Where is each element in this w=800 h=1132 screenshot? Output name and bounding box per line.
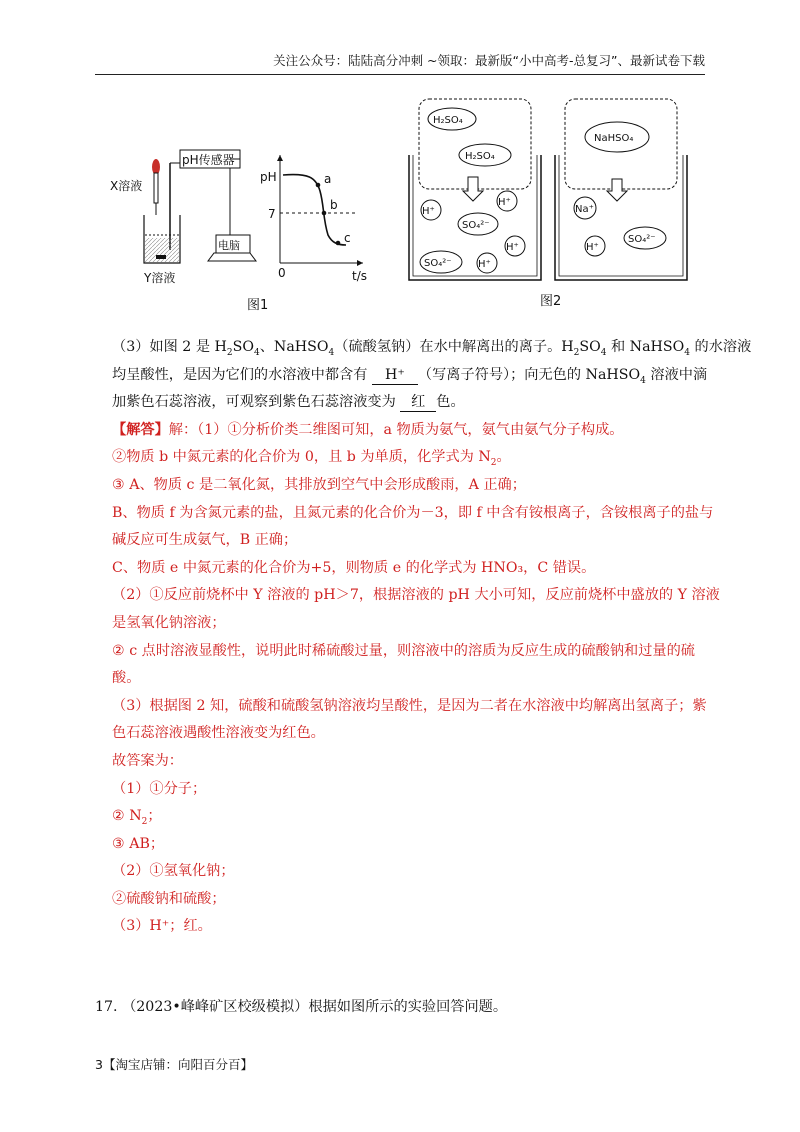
figure-1 <box>108 135 388 295</box>
question-17: 17. （2023•峰峰矿区校级模拟）根据如图所示的实验回答问题。 <box>95 999 508 1015</box>
solution-line-9: ② c 点时溶液显酸性，说明此时稀硫酸过量，则溶液中的溶质为反应生成的硫酸钠和过量的硫 <box>112 642 695 659</box>
point-b-label: b <box>330 198 338 212</box>
tick-7: 7 <box>268 207 276 221</box>
point-a <box>316 183 321 188</box>
solution-line-11: （3）根据图 2 知，硫酸和硫酸氢钠溶液均呈酸性，是因为二者在水溶液中均解离出氢离子；紫 <box>112 697 707 714</box>
solution-line-10: 酸。 <box>112 670 141 687</box>
ph-sensor-label: pH传感器 <box>182 153 235 167</box>
solution-line-2: ②物质 b 中氮元素的化合价为 0，且 b 为单质，化学式为 $N_2$。 <box>112 449 511 469</box>
y-solution-label: Y溶液 <box>144 271 176 285</box>
point-a-label: a <box>324 172 332 186</box>
page-footer: 3【淘宝店铺：向阳百分百】 <box>95 1057 253 1072</box>
answer-2-1: （2）①氢氧化钠； <box>112 863 235 880</box>
ph-curve-chart <box>260 155 367 283</box>
ion-left-1: H⁺ <box>422 206 435 217</box>
dropper-icon <box>152 159 160 215</box>
y-axis-label: pH <box>260 170 277 184</box>
figure-2 <box>405 95 690 290</box>
mol-h2so4-1: H₂SO₄ <box>433 115 463 126</box>
answer-1-3: ③ AB； <box>112 835 165 852</box>
page-header <box>95 54 705 75</box>
solution-tag: 【解答】 <box>112 421 169 438</box>
point-c <box>336 241 341 246</box>
answer-blank-color: 红 <box>400 393 436 412</box>
point-b <box>322 211 327 216</box>
solution-line-7: （2）①反应前烧杯中 Y 溶液的 pH＞7，根据溶液的 pH 大小可知，反应前烧杯中盛放的 Y 溶液 <box>112 587 720 604</box>
question-line-3: 加紫色石蕊溶液，可观察到紫色石蕊溶液变为 红 色。 <box>112 394 465 411</box>
answer-3: （3）H⁺；红。 <box>112 918 212 935</box>
figure-2-caption: 图2 <box>540 294 562 309</box>
solution-line-5: 碱反应可生成氨气，B 正确； <box>112 532 298 549</box>
beaker-icon <box>144 215 180 263</box>
ion-left-4: H⁺ <box>506 242 519 253</box>
ion-left-3: SO₄²⁻ <box>462 220 490 231</box>
x-axis-label: t/s <box>352 269 367 283</box>
answer-body <box>112 334 752 941</box>
mol-h2so4-2: H₂SO₄ <box>465 151 495 162</box>
answer-1-1: （1）①分子； <box>112 780 207 797</box>
answer-2-2: ②硫酸钠和硫酸； <box>112 890 226 907</box>
question-line-1: （3）如图 2 是 $H_2SO_4$、NaHSO$_4$（硫酸氢钠）在水中解离出的离子。$H_2SO_4$ 和 NaHSO$_4$ 的水溶液 <box>112 339 752 358</box>
mol-nahso4: NaHSO₄ <box>594 133 634 144</box>
header-text: 关注公众号：陆陆高分冲刺 ~领取：最新版“小中高考-总复习”、最新试卷下载 <box>273 53 705 68</box>
ion-left-2: H⁺ <box>498 197 511 208</box>
solution-line-3: ③ A、物质 c 是二氧化氮，其排放到空气中会形成酸雨，A 正确； <box>112 476 526 493</box>
solution-line-4: B、物质 f 为含氮元素的盐，且氮元素的化合价为－3，即 f 中含有铵根离子，含铵根离子的盐与 <box>112 504 714 521</box>
figure-1-caption: 图1 <box>247 298 269 313</box>
ion-left-6: H⁺ <box>478 259 491 270</box>
solution-line-1: 【解答】解：（1）①分析价类二维图可知，a 物质为氨气，氨气由氨气分子构成。 <box>112 421 624 438</box>
ion-right-3: H⁺ <box>586 242 599 253</box>
answer-1-2: ② $N_2$； <box>112 808 162 827</box>
ion-right-1: Na⁺ <box>575 204 594 215</box>
ion-left-5: SO₄²⁻ <box>424 258 452 269</box>
answer-blank-ion: H⁺ <box>372 366 418 385</box>
answers-heading: 故答案为： <box>112 752 183 769</box>
solution-line-12: 色石蕊溶液遇酸性溶液变为红色。 <box>112 725 325 742</box>
ion-right-2: SO₄²⁻ <box>628 234 656 245</box>
point-c-label: c <box>344 231 351 245</box>
solution-line-6: C、物质 e 中氮元素的化合价为+5，则物质 e 的化学式为 HNO₃，C 错误。 <box>112 559 596 576</box>
origin-label: 0 <box>278 266 286 280</box>
x-solution-label: X溶液 <box>110 179 143 193</box>
question-line-2: 均呈酸性，是因为它们的水溶液中都含有 H⁺ （写离子符号）；向无色的 NaHSO$_4$ 溶液中滴 <box>112 366 708 386</box>
solution-line-8: 是氢氧化钠溶液； <box>112 614 226 631</box>
computer-label: 电脑 <box>218 239 240 252</box>
